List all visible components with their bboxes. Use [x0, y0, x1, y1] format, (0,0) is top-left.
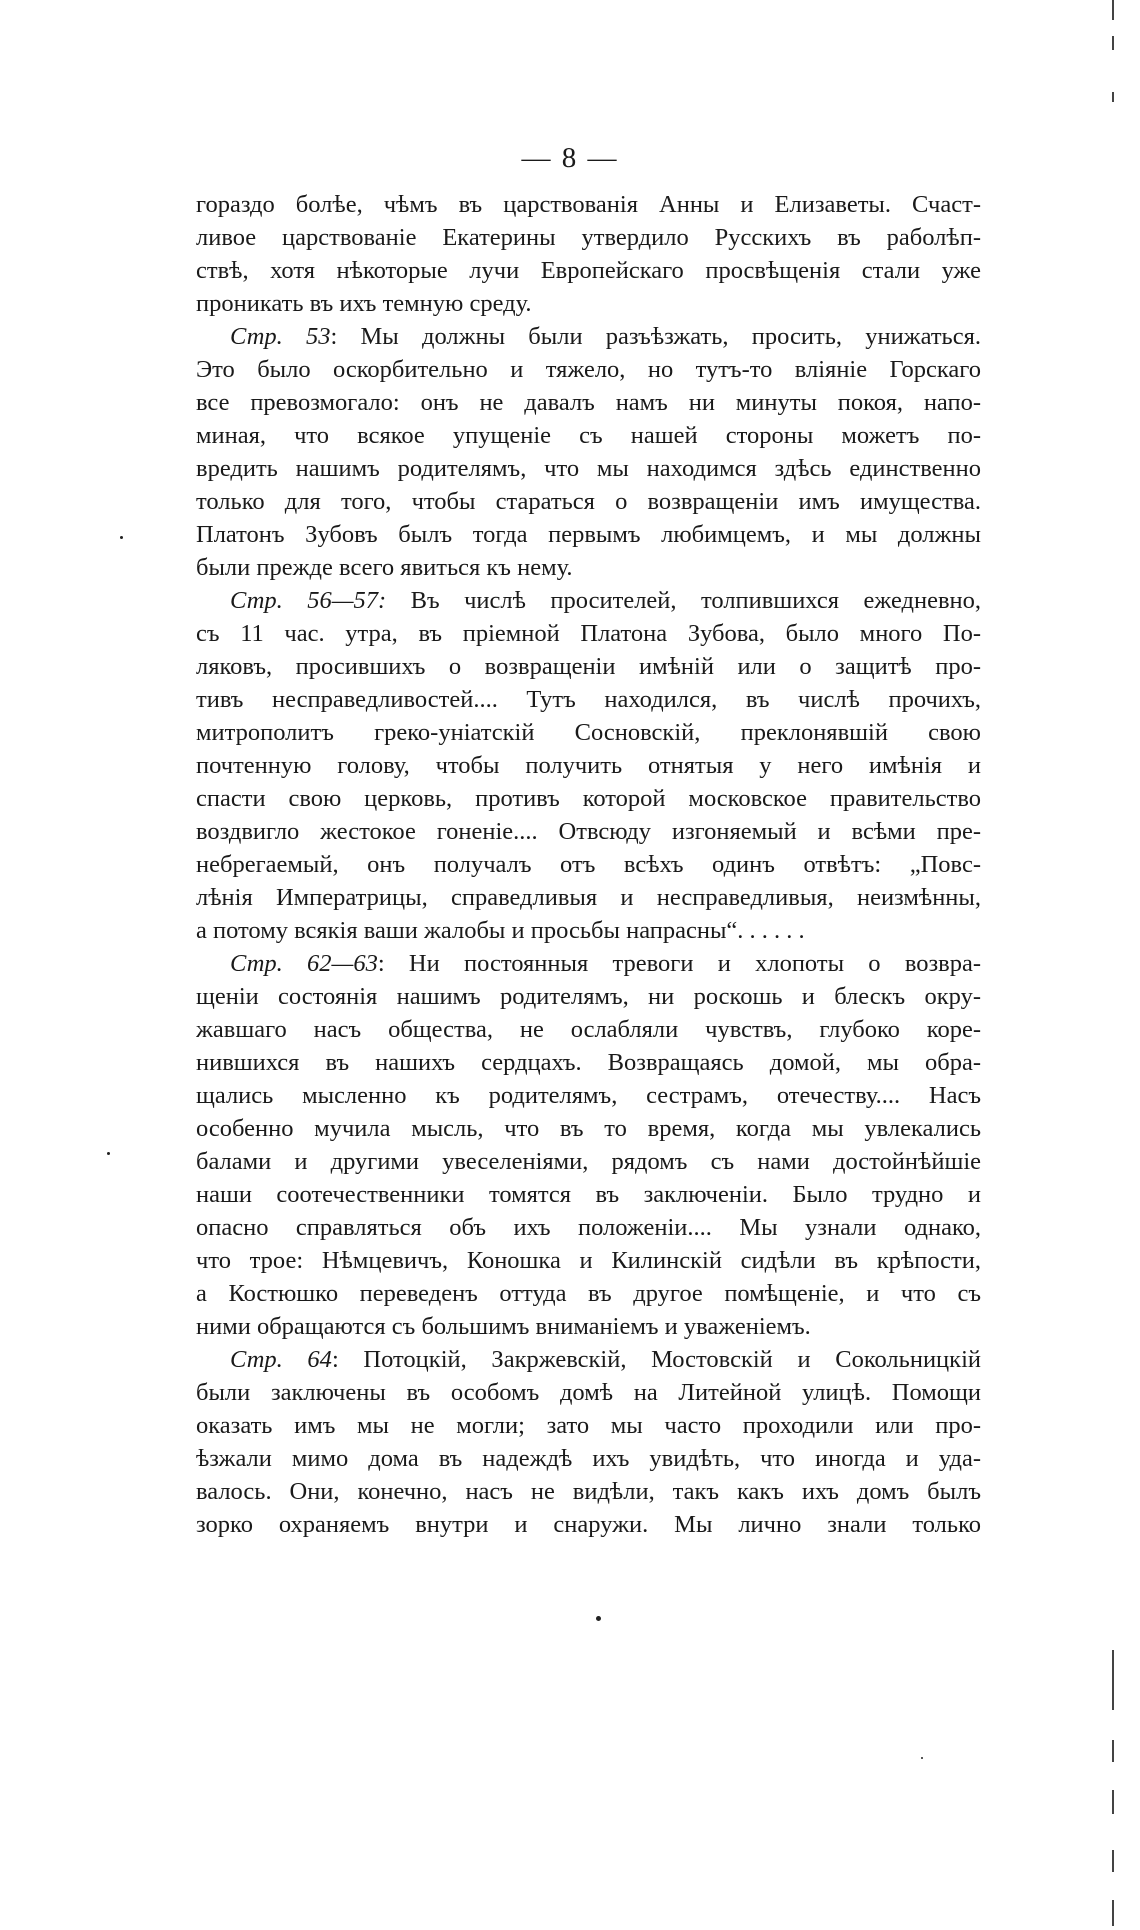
scan-edge-mark	[1112, 1740, 1114, 1762]
text-line: Это было оскорбительно и тяжело, но тутъ-то вліяніе Горскаго	[196, 356, 981, 383]
text-line: тивъ несправедливостей.... Тутъ находился, въ числѣ прочихъ,	[196, 686, 981, 713]
text-line: проникать въ ихъ темную среду.	[196, 290, 532, 317]
text-run: : Потоцкій, Закржевскій, Мостовскій и Сокольницкій	[331, 1346, 981, 1373]
text-line: лѣнія Императрицы, справедливыя и несправедливыя, неизмѣнны,	[196, 884, 981, 911]
text-line: небрегаемый, онъ получалъ отъ всѣхъ одинъ отвѣтъ: „Повс-	[196, 851, 981, 878]
text-line: миная, что всякое упущеніе съ нашей стороны можетъ по-	[196, 422, 981, 449]
text-run: Въ числѣ просителей, толпившихся ежедневно,	[386, 587, 981, 614]
text-line: съ 11 час. утра, въ пріемной Платона Зубова, было много По-	[196, 620, 981, 647]
page-reference: Стр. 53	[230, 323, 331, 350]
text-line: щеніи состоянія нашимъ родителямъ, ни роскошь и блескъ окру-	[196, 983, 981, 1010]
text-line: зорко охраняемъ внутри и снаружи. Мы лично знали только	[196, 1511, 981, 1538]
text-line: опасно справляться объ ихъ положеніи.... Мы узнали однако,	[196, 1214, 981, 1241]
text-line: оказать имъ мы не могли; зато мы часто проходили или про-	[196, 1412, 981, 1439]
text-line: вредить нашимъ родителямъ, что мы находимся здѣсь единственно	[196, 455, 981, 482]
text-line: митрополитъ греко-уніатскій Сосновскій, преклонявшій свою	[196, 719, 981, 746]
page-reference: Стр. 62—63	[230, 950, 378, 977]
text-line: ляковъ, просившихъ о возвращеніи имѣній или о защитѣ про-	[196, 653, 981, 680]
text-line	[196, 1343, 981, 1376]
text-line: что трое: Нѣмцевичъ, Коношка и Килинскій сидѣли въ крѣпости,	[196, 1247, 981, 1274]
scan-edge-mark	[1112, 1850, 1114, 1872]
scan-edge-mark	[1112, 1790, 1114, 1814]
page-number: — 8 —	[521, 142, 619, 174]
text-line: почтенную голову, чтобы получить отнятыя у него имѣнія и	[196, 752, 981, 779]
scan-edge-mark	[1112, 1900, 1114, 1926]
text-line: ѣзжали мимо дома въ надеждѣ ихъ увидѣть, что иногда и уда-	[196, 1445, 981, 1472]
text-line: гораздо болѣе, чѣмъ въ царствованія Анны и Елизаветы. Счаст-	[196, 191, 981, 218]
scan-speck	[921, 1757, 923, 1759]
text-line: ствѣ, хотя нѣкоторые лучи Европейскаго просвѣщенія стали уже	[196, 257, 981, 284]
text-line: а Костюшко переведенъ оттуда въ другое помѣщеніе, и что съ	[196, 1280, 981, 1307]
text-line: воздвигло жестокое гоненіе.... Отвсюду изгоняемый и всѣми пре-	[196, 818, 981, 845]
scan-speck	[120, 536, 123, 539]
text-line: балами и другими увеселеніями, рядомъ съ нами достойнѣйшіе	[196, 1148, 981, 1175]
scan-edge-mark	[1112, 36, 1114, 50]
text-run: : Ни постоянныя тревоги и хлопоты о возвра-	[377, 950, 981, 977]
text-line: все превозмогало: онъ не давалъ намъ ни минуты покоя, напо-	[196, 389, 981, 416]
text-line: были прежде всего явиться къ нему.	[196, 554, 573, 581]
scan-speck	[107, 1152, 110, 1155]
text-line: валось. Они, конечно, насъ не видѣли, такъ какъ ихъ домъ былъ	[196, 1478, 981, 1505]
scan-edge-mark	[1112, 92, 1114, 102]
text-line: нившихся въ нашихъ сердцахъ. Возвращаясь домой, мы обра-	[196, 1049, 981, 1076]
text-line: спасти свою церковь, противъ которой московское правительство	[196, 785, 981, 812]
text-line: жавшаго насъ общества, не ослабляли чувствъ, глубоко коре-	[196, 1016, 981, 1043]
text-line: были заключены въ особомъ домѣ на Литейной улицѣ. Помощи	[196, 1379, 981, 1406]
scan-edge-mark	[1112, 0, 1114, 20]
text-run: : Мы должны были разъѣзжать, просить, унижаться.	[330, 323, 981, 350]
text-line	[196, 947, 981, 980]
body-text	[196, 188, 981, 1541]
text-line: а потому всякія ваши жалобы и просьбы напрасны“. . . . . .	[196, 917, 805, 944]
text-line	[196, 584, 981, 617]
text-line: только для того, чтобы стараться о возвращеніи имъ имущества.	[196, 488, 981, 515]
text-line: щались мысленно къ родителямъ, сестрамъ, отечеству.... Насъ	[196, 1082, 981, 1109]
scan-edge-mark	[1112, 1650, 1114, 1710]
page-reference: Стр. 64	[230, 1346, 332, 1373]
text-line: наши соотечественники томятся въ заключеніи. Было трудно и	[196, 1181, 981, 1208]
text-line	[196, 320, 981, 353]
scan-speck	[596, 1616, 601, 1621]
text-line: ними обращаются съ большимъ вниманіемъ и уваженіемъ.	[196, 1313, 811, 1340]
text-line: ливое царствованіе Екатерины утвердило Русскихъ въ раболѣп-	[196, 224, 981, 251]
page-reference: Стр. 56—57:	[230, 587, 387, 614]
text-line: Платонъ Зубовъ былъ тогда первымъ любимцемъ, и мы должны	[196, 521, 981, 548]
text-line: особенно мучила мысль, что въ то время, когда мы увлекались	[196, 1115, 981, 1142]
